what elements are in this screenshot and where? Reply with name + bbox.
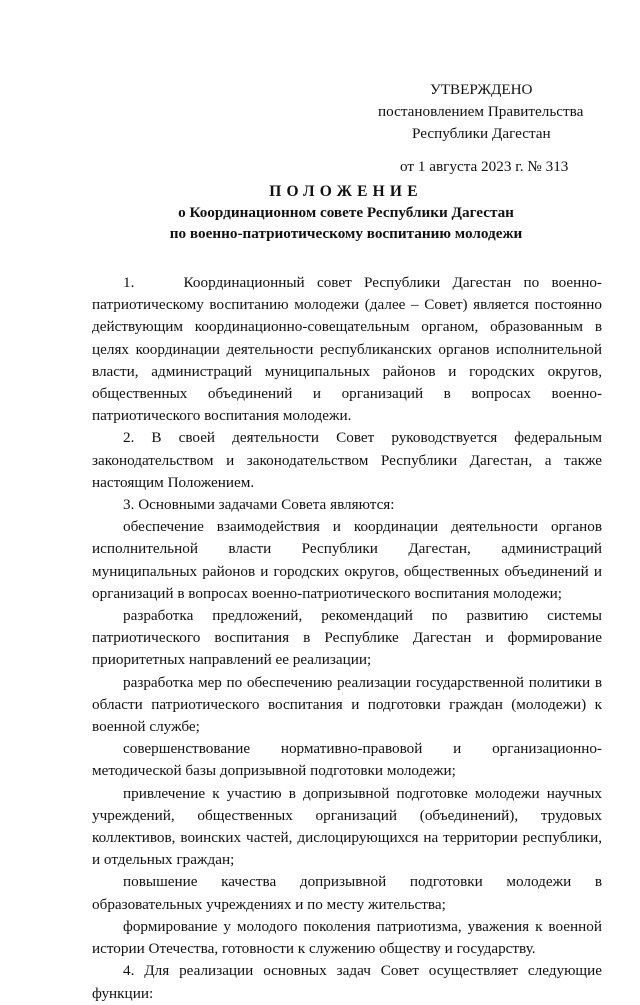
approval-block <box>378 79 608 178</box>
approval-title: УТВЕРЖДЕНО <box>430 81 533 98</box>
document-subtitle-1: о Координационном совете Республики Дагестан <box>178 204 514 221</box>
paragraph-4: 4. Для реализации основных задач Совет осуществляет следующие функции: <box>92 962 602 1002</box>
paragraph-task-6: повышение качества допризывной подготовки молодежи в образовательных учреждениях и по месту жительства; <box>92 873 602 913</box>
approval-line-2: Республики Дагестан <box>412 125 551 143</box>
approval-line-1: постановлением Правительства <box>378 103 584 121</box>
paragraph-3: 3. Основными задачами Совета являются: <box>123 496 395 514</box>
paragraph-task-2: разработка предложений, рекомендаций по развитию системы патриотического воспитания в Республике Дагестан и формирование приоритетных направлений ее реализации; <box>92 607 602 669</box>
paragraph-task-5: привлечение к участию в допризывной подготовке молодежи научных учреждений, общественных организаций (объединений), трудовых коллективов, воинских частей, дислоцирующихся на территории республики, и отдельных граждан; <box>92 784 602 869</box>
paragraph-task-4: совершенствование нормативно-правовой и организационно-методической базы допризывной подготовки молодежи; <box>92 740 602 780</box>
paragraph-task-7: формирование у молодого поколения патриотизма, уважения к военной истории Отечества, готовности к служению обществу и государству. <box>92 917 602 958</box>
paragraph-task-3: разработка мер по обеспечению реализации государственной политики в области патриотического воспитания и подготовки граждан (молодежи) к военной службе; <box>92 673 602 736</box>
document-body <box>92 272 602 1005</box>
document-title: ПОЛОЖЕНИЕ <box>269 183 423 200</box>
approval-date: от 1 августа 2023 г. № 313 <box>400 157 569 175</box>
paragraph-2: 2. В своей деятельности Совет руководствуется федеральным законодательством и законодательством Республики Дагестан, а также настоящим Положением. <box>92 429 602 491</box>
document-subtitle-2: по военно-патриотическому воспитанию молодежи <box>169 225 523 242</box>
document-heading <box>90 181 602 244</box>
paragraph-task-1: обеспечение взаимодействия и координации деятельности органов исполнительной власти Республики Дагестан, администраций муниципальных районов и городских округов, общественных объединений и организаций в вопросах военно-патриотического воспитания молодежи; <box>92 518 602 602</box>
paragraph-1: 1. Координационный совет Республики Дагестан по военно-патриотическому воспитанию молодежи (далее – Совет) является постоянно действующим координационно-совещательным органом, образованным в целях координации деятельности республиканских органов исполнительной власти, администраций муниципальных районов и городских округов, общественных объединений и организаций в вопросах военно-патриотического воспитания молодежи. <box>92 274 602 425</box>
